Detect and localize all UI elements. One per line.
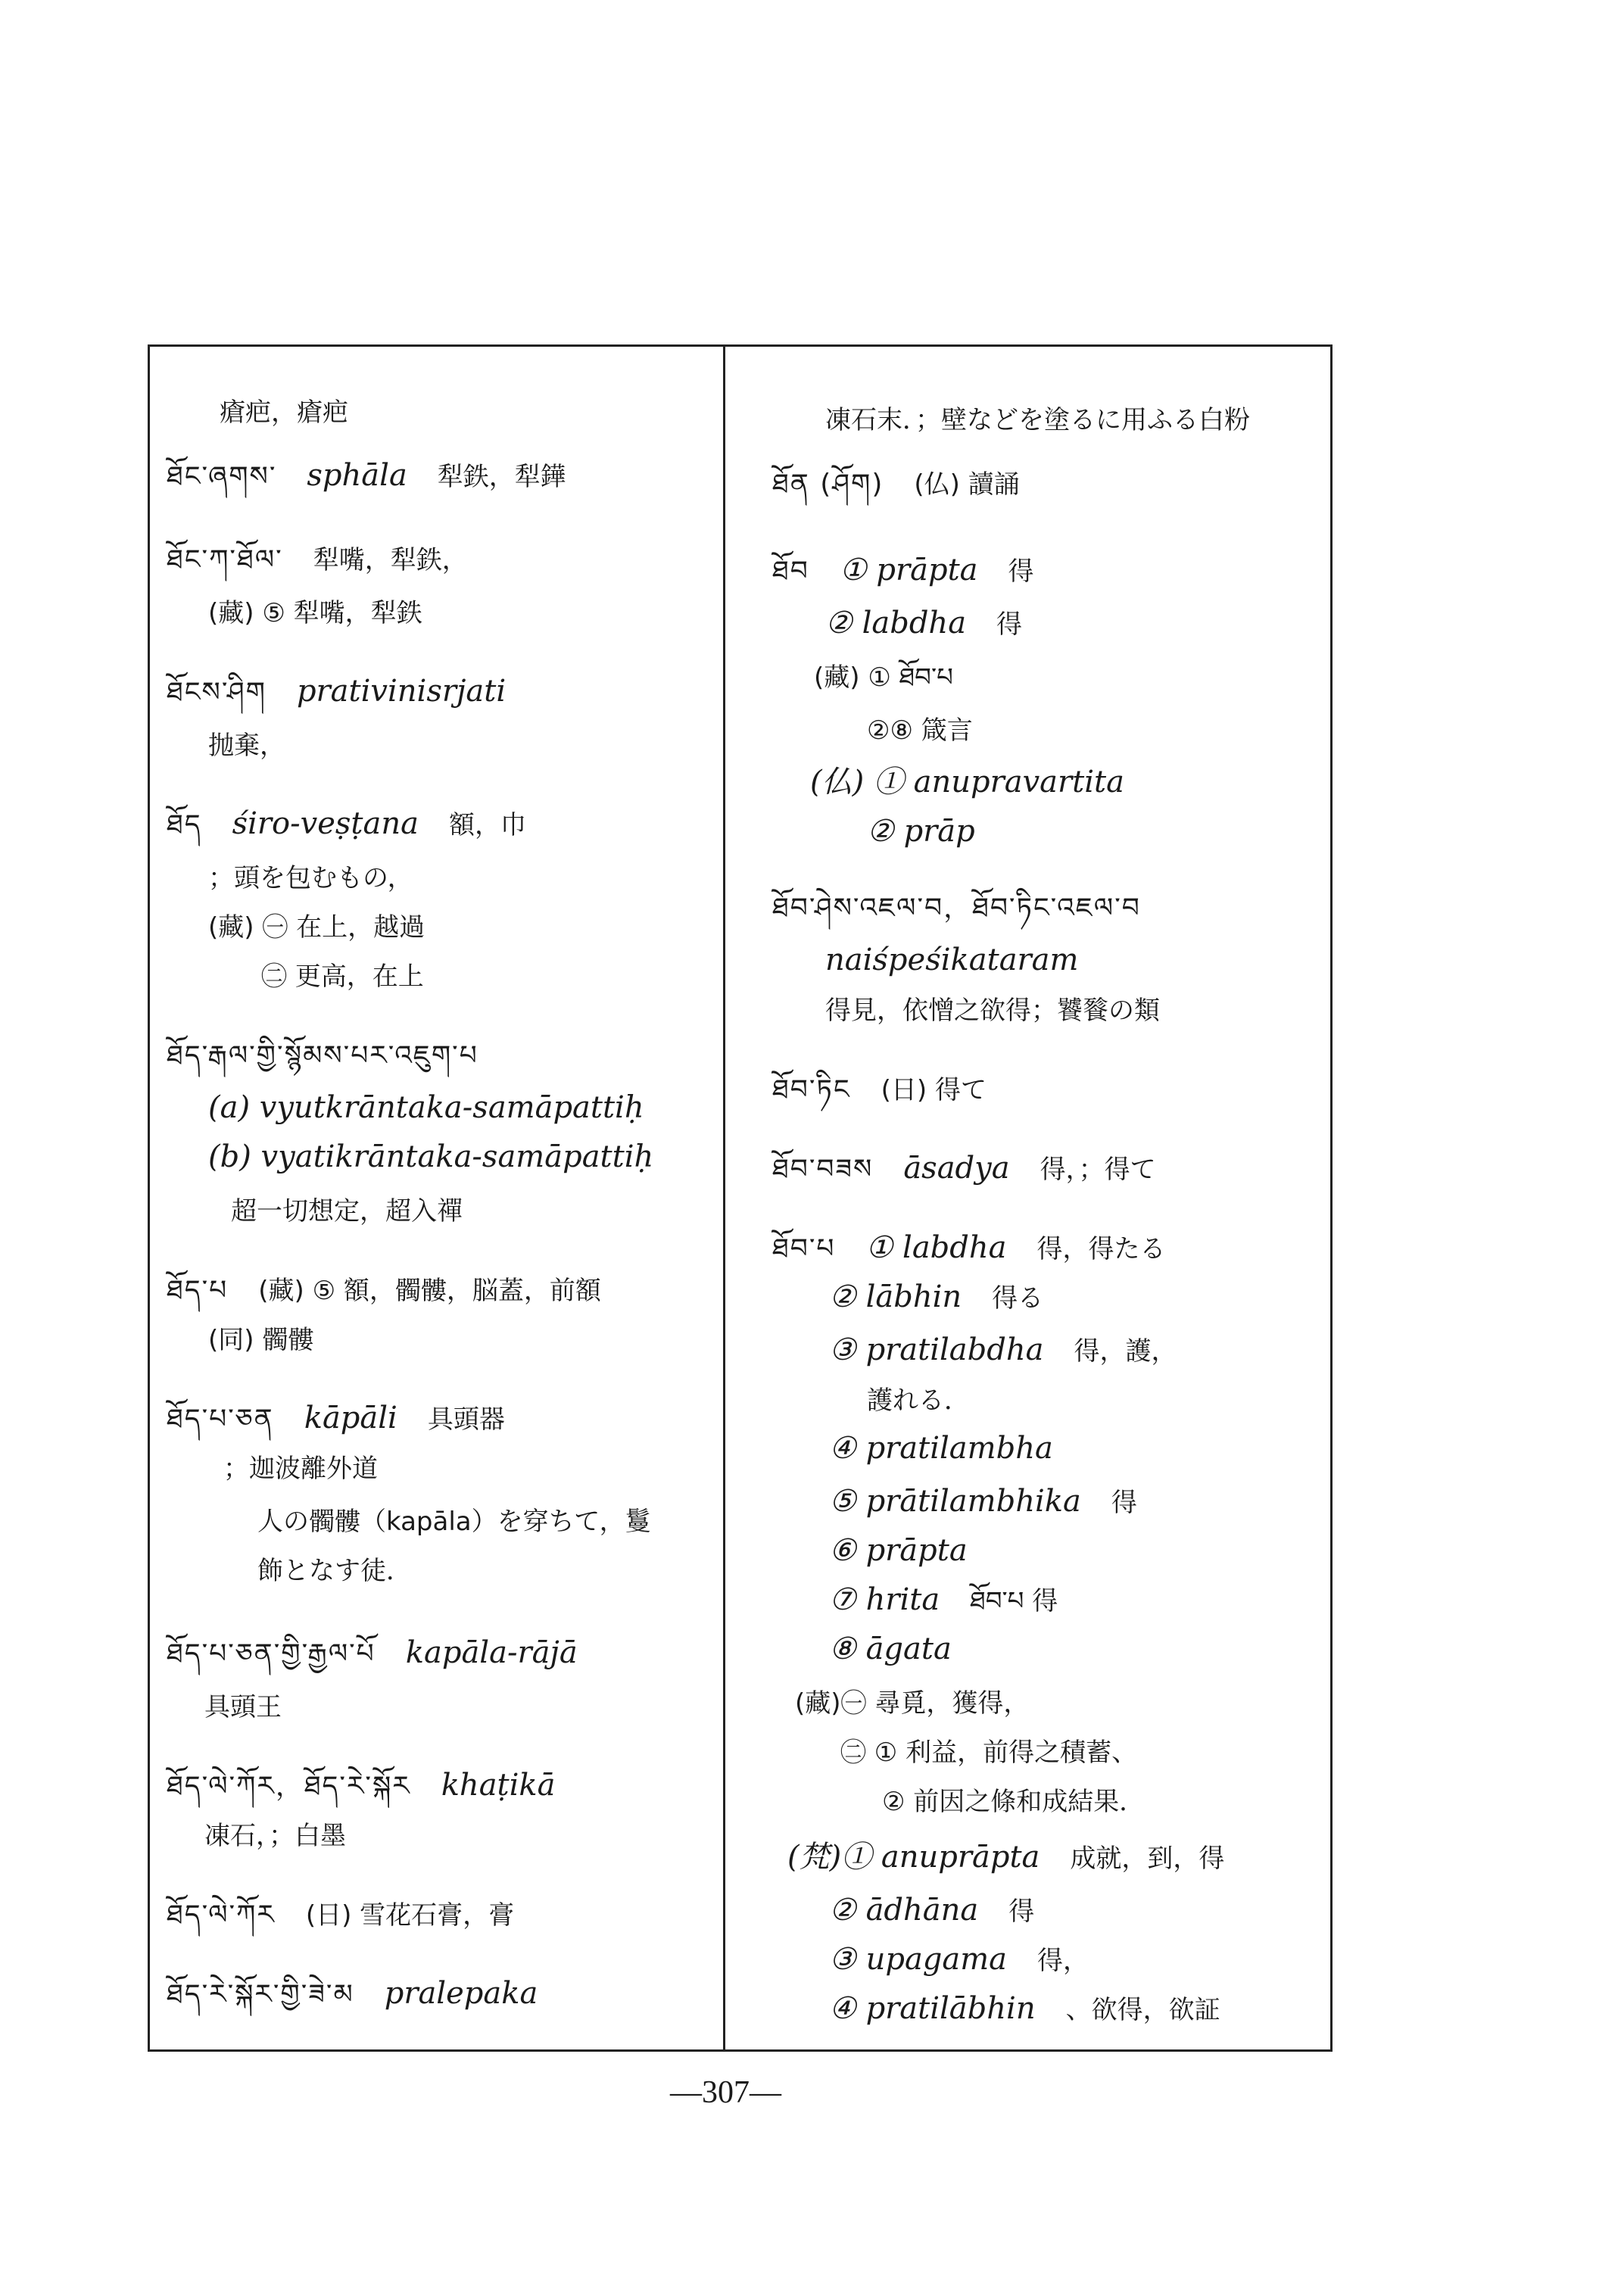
- sanskrit-term: ② labdha: [825, 606, 967, 641]
- gloss-text: 得，；得て: [1040, 1155, 1156, 1185]
- right-entry: [829, 1484, 1167, 1520]
- right-entry: [882, 1783, 1175, 1819]
- right-entry: [829, 1991, 1251, 2028]
- gloss-text: ；迦波離外道: [223, 1454, 378, 1484]
- gloss-text: 人の髑髏（kapāla）を穿ちて，鬘: [257, 1507, 651, 1537]
- tibetan-headword: ཐོད་པ: [167, 1275, 229, 1306]
- sanskrit-term: ⑦ hrita: [829, 1582, 940, 1617]
- gloss-text: 得，護，: [1074, 1336, 1177, 1367]
- tibetan-headword: ཐོབ: [772, 556, 809, 587]
- right-entry: [867, 1382, 1000, 1418]
- right-entry: [772, 1151, 1186, 1187]
- gloss-text: 飾となす徒．: [257, 1556, 412, 1586]
- gloss-text: 得，得たる: [1036, 1234, 1166, 1264]
- tibetan-headword: ཐོད་ལེ་ཀོར: [167, 1900, 276, 1931]
- gloss-text: 得: [1008, 1897, 1035, 1927]
- sanskrit-term: ④ pratilābhin: [829, 1991, 1036, 2026]
- left-entry: [167, 1272, 631, 1308]
- right-entry: [840, 1734, 1167, 1770]
- sanskrit-term: ② prāp: [867, 814, 975, 849]
- sanskrit-term: sphāla: [307, 458, 407, 493]
- right-entry: [825, 992, 1190, 1028]
- sanskrit-term: śiro-veṣṭana: [232, 806, 419, 841]
- right-entry: [829, 1279, 1074, 1316]
- gloss-text: ㊁ ① 利益，前得之積蓄、: [840, 1738, 1138, 1768]
- sanskrit-term: ② ādhāna: [829, 1893, 979, 1928]
- right-entry: [867, 712, 1003, 748]
- left-entry: [223, 1450, 408, 1486]
- tibetan-headword: ཐོབ་ཤེས་འཇལ་བ，ཐོབ་ཏིང་འཇལ་བ: [772, 893, 1141, 924]
- right-entry: [772, 1071, 1017, 1108]
- tibetan-headword: ཐོད་ལེ་ཀོར，ཐོད་རེ་སྐོར: [167, 1771, 411, 1802]
- gloss-text: 犁鉄，犁鏵: [437, 462, 566, 492]
- left-entry: [167, 1401, 535, 1437]
- right-entry: [795, 1685, 1059, 1721]
- sanskrit-term: khaṭikā: [441, 1768, 556, 1803]
- left-entry: [167, 806, 556, 843]
- tibetan-headword: ཐོད་རེ་སྐོར་གྱི་ཟེ་མ: [167, 1979, 354, 2010]
- left-entry: [167, 1976, 568, 2012]
- right-entry: [829, 1533, 998, 1568]
- gloss-text: (藏) ⑤ 犁嘴，犁鉄: [208, 598, 422, 628]
- gloss-text: ；頭を包むもの，: [208, 863, 413, 893]
- left-entry: [208, 727, 316, 763]
- gloss-text: ཐོབ་པ 得: [970, 1586, 1058, 1616]
- left-entry: [167, 1768, 586, 1804]
- tibetan-headword: ཐོང་ཞགས་: [167, 461, 277, 492]
- left-entry: [257, 1503, 681, 1539]
- left-entry: [220, 394, 379, 430]
- sanskrit-term: ⑧ āgata: [829, 1632, 952, 1666]
- left-entry: [204, 1817, 376, 1853]
- left-entry: [208, 594, 453, 631]
- gloss-text: 成就，到，得: [1070, 1844, 1225, 1874]
- right-entry: [810, 765, 1155, 799]
- gloss-text: ②⑧ 箴言: [867, 715, 973, 746]
- right-entry: [829, 1942, 1119, 1978]
- left-entry: [167, 674, 536, 710]
- left-entry: [167, 1897, 544, 1933]
- left-entry: [167, 458, 597, 494]
- gloss-text: 得る: [992, 1283, 1044, 1314]
- sanskrit-term: (a) vyutkrāntaka-samāpattiḥ: [208, 1090, 644, 1125]
- right-entry: [772, 466, 1050, 502]
- left-entry: [261, 958, 454, 994]
- left-entry: [167, 1635, 608, 1672]
- gloss-text: 凍石，；白墨: [204, 1821, 346, 1851]
- right-entry: [825, 606, 1052, 642]
- gloss-text: 得，: [1037, 1946, 1089, 1976]
- sanskrit-term: ③ pratilabdha: [829, 1332, 1044, 1367]
- tibetan-headword: ཐོད་པ་ཅན: [167, 1404, 274, 1435]
- left-entry: [208, 1321, 344, 1357]
- tibetan-headword: ཐོབ་ཏིང: [772, 1074, 851, 1105]
- right-entry: [825, 943, 1108, 977]
- gloss-text: 具頭王: [204, 1692, 282, 1722]
- sanskrit-term: naiśpeśikataram: [825, 943, 1079, 977]
- gloss-text: 得: [1008, 556, 1034, 587]
- left-entry: [208, 1139, 684, 1174]
- gloss-text: (同) 髑髏: [208, 1325, 314, 1355]
- left-entry: [167, 1037, 509, 1074]
- tibetan-headword: ཐོད་རྒལ་གྱི་སྙོམས་པར་འཇུག་པ: [167, 1040, 478, 1071]
- gloss-text: (仏) 讀誦: [914, 469, 1020, 500]
- gloss-text: 凍石末．；壁などを塗るに用ふる白粉: [825, 405, 1250, 435]
- gloss-text: 得: [1111, 1488, 1137, 1518]
- sanskrit-term: ① labdha: [865, 1230, 1007, 1265]
- gloss-text: (藏) ㊀ 在上，越過: [208, 912, 425, 943]
- right-entry: [772, 553, 1064, 589]
- page-number: —307—: [670, 2075, 781, 2110]
- gloss-text: 護れる．: [867, 1385, 970, 1416]
- sanskrit-term: āsadya: [903, 1151, 1010, 1186]
- right-entry: [829, 1332, 1207, 1369]
- tibetan-headword: ཐོབ་བཟས: [772, 1154, 874, 1185]
- tibetan-headword: ཐོད: [167, 809, 202, 840]
- sanskrit-term: prativinisrjati: [296, 674, 507, 709]
- gloss-text: (藏) ① ཐོབ་པ: [814, 662, 953, 693]
- right-entry: [772, 890, 1171, 926]
- gloss-text: 得: [996, 609, 1023, 640]
- left-entry: [204, 1688, 312, 1725]
- gloss-text: 具頭器: [427, 1404, 505, 1435]
- tibetan-headword: ཐོན (ཤོག): [772, 469, 884, 500]
- gloss-text: (日) 得て: [881, 1075, 987, 1105]
- tibetan-headword: ཐོད་པ་ཅན་གྱི་རྒྱལ་པོ: [167, 1638, 376, 1669]
- tibetan-headword: ཐོང་ཀ་ཐོལ་: [167, 544, 283, 575]
- gloss-text: 抛棄，: [208, 731, 285, 761]
- left-entry: [257, 1552, 442, 1588]
- gloss-text: 瘡疤，瘡疤: [220, 397, 348, 428]
- sanskrit-term: ① prāpta: [839, 553, 978, 588]
- sanskrit-term: ⑥ prāpta: [829, 1533, 968, 1568]
- sanskrit-term: (b) vyatikrāntaka-samāpattiḥ: [208, 1139, 654, 1174]
- sanskrit-term: ⑤ prātilambhika: [829, 1484, 1081, 1519]
- right-entry: [829, 1582, 1088, 1619]
- sanskrit-term: (仏) ① anupravartita: [810, 765, 1124, 799]
- sanskrit-term: ③ upagama: [829, 1942, 1008, 1977]
- sanskrit-term: ④ pratilambha: [829, 1431, 1053, 1466]
- gloss-text: 超一切想定，超入禪: [231, 1196, 463, 1226]
- right-entry: [825, 401, 1280, 438]
- sanskrit-term: pralepaka: [384, 1976, 538, 2011]
- sanskrit-term: kāpāli: [304, 1401, 397, 1435]
- gloss-text: ② 前因之條和成結果．: [882, 1787, 1146, 1817]
- left-entry: [208, 1090, 675, 1125]
- gloss-text: 犁嘴，犁鉄，: [313, 545, 468, 575]
- gloss-text: (藏)㊀ 尋覓，獲得，: [795, 1688, 1030, 1719]
- left-entry: [208, 859, 444, 896]
- left-entry: [167, 541, 498, 578]
- gloss-text: 、欲得，欲証: [1065, 1995, 1220, 2025]
- column-divider: [723, 347, 725, 2050]
- sanskrit-term: ② lābhin: [829, 1279, 962, 1314]
- right-entry: [829, 1632, 982, 1666]
- sanskrit-term: (梵)① anuprāpta: [787, 1840, 1040, 1875]
- right-entry: [772, 1230, 1196, 1267]
- tibetan-headword: ཐོངས་ཤིག: [167, 677, 267, 708]
- gloss-text: (藏) ⑤ 額，髑髏，脳蓋，前額: [258, 1276, 601, 1306]
- right-entry: [787, 1840, 1255, 1876]
- gloss-text: 得見，依憎之欲得；饕餮の類: [825, 996, 1160, 1026]
- right-entry: [867, 814, 1005, 849]
- left-entry: [208, 909, 455, 945]
- gloss-text: ㊁ 更高，在上: [261, 962, 424, 992]
- right-entry: [814, 659, 983, 695]
- left-entry: [231, 1192, 493, 1229]
- gloss-text: (日) 雪花石膏，膏: [305, 1900, 515, 1931]
- right-entry: [829, 1893, 1064, 1929]
- tibetan-headword: ཐོབ་པ: [772, 1233, 836, 1264]
- gloss-text: 額，巾: [448, 810, 526, 840]
- sanskrit-term: kapāla-rājā: [405, 1635, 578, 1670]
- right-entry: [829, 1431, 1083, 1466]
